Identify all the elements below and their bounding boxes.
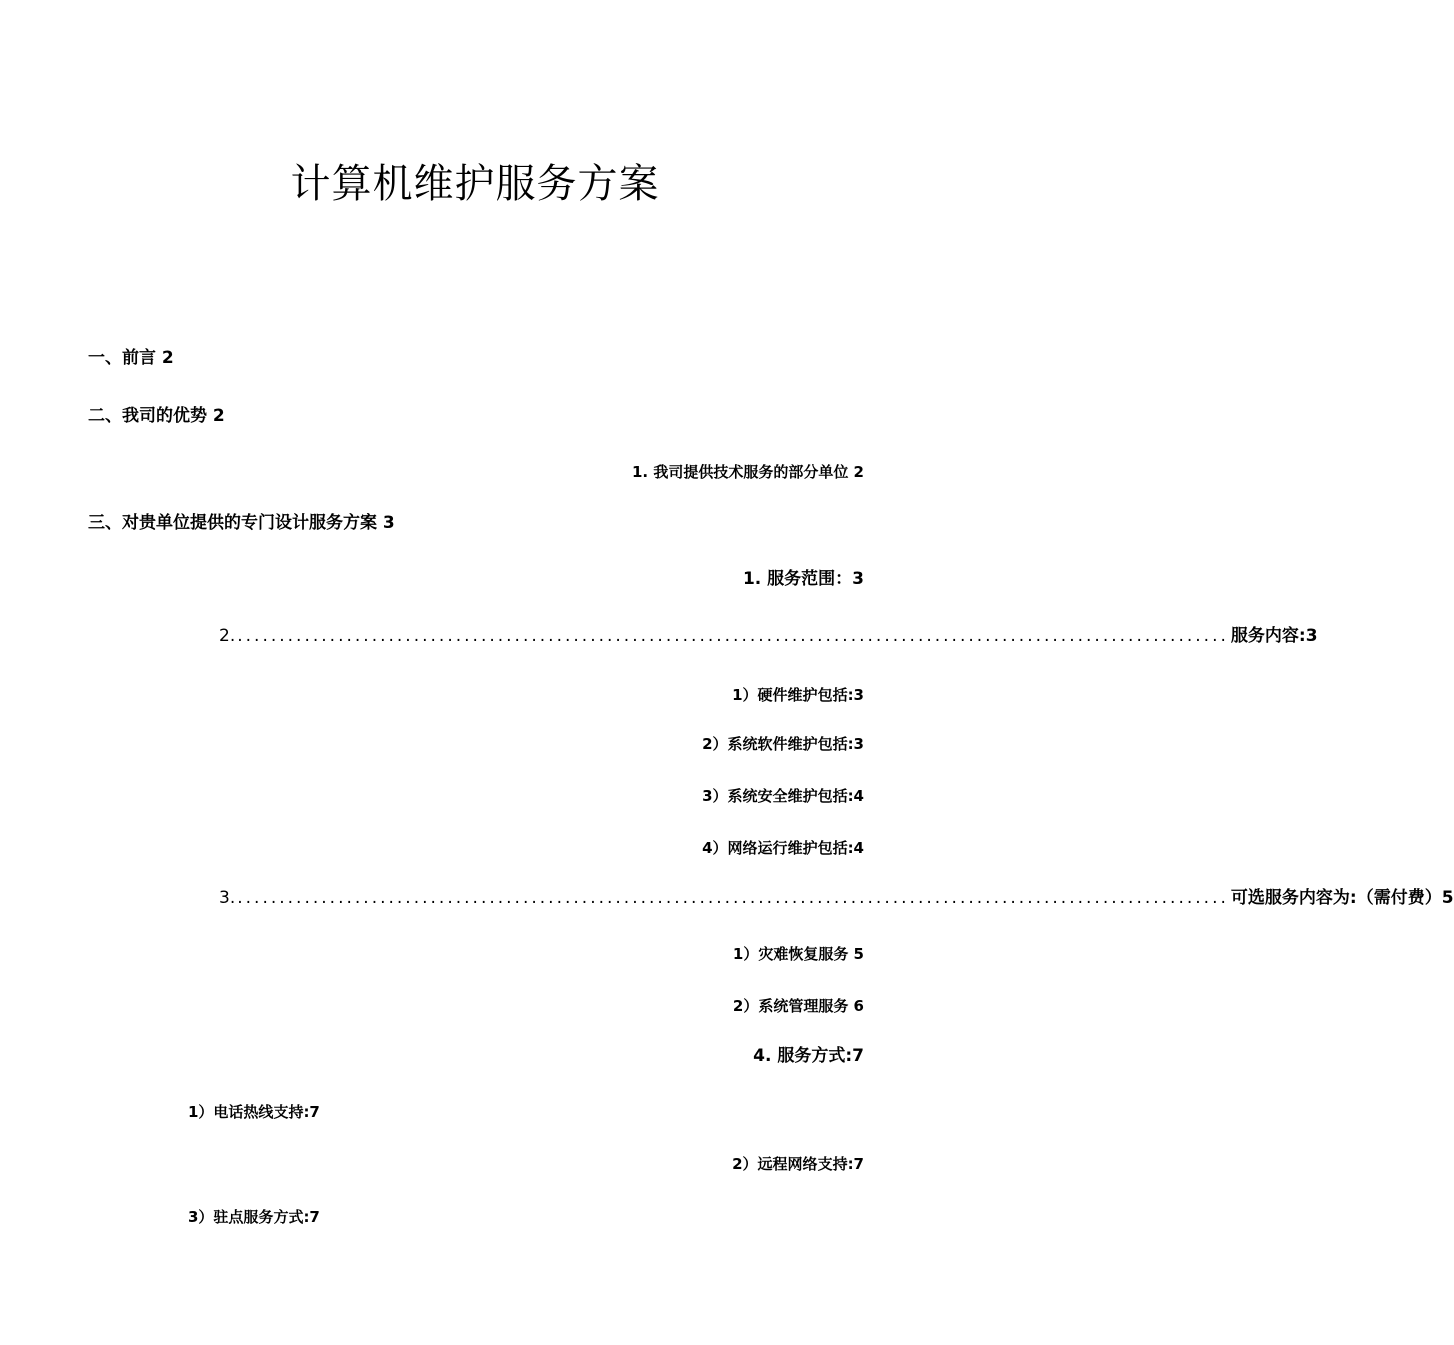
toc-entry-hardware[interactable]: 1）硬件维护包括:3 [732, 686, 864, 704]
toc-entry-preface[interactable]: 一、前言 2 [88, 348, 174, 368]
toc-entry-security[interactable]: 3）系统安全维护包括:4 [702, 787, 864, 805]
toc-entry-label: 服务内容:3 [1230, 626, 1318, 646]
toc-entry-advantages[interactable]: 二、我司的优势 2 [88, 406, 225, 426]
toc-entry-optional-services[interactable] [219, 886, 1454, 910]
toc-entry-label: 可选服务内容为:（需付费）5 [1230, 888, 1454, 908]
toc-entry-number: 3. [219, 888, 236, 908]
toc-entry-onsite-service[interactable]: 3）驻点服务方式:7 [188, 1208, 320, 1226]
toc-entry-system-management[interactable]: 2）系统管理服务 6 [732, 997, 864, 1015]
toc-entry-number: 2. [219, 626, 236, 646]
toc-entry-service-method[interactable]: 4. 服务方式:7 [753, 1046, 864, 1066]
toc-entry-service-content[interactable] [219, 624, 1318, 648]
document-title: 计算机维护服务方案 [290, 161, 660, 207]
toc-entry-service-scope[interactable]: 1. 服务范围：3 [742, 569, 864, 589]
dot-leader: ...................................................................................................................... [237, 626, 1229, 646]
toc-entry-remote-support[interactable]: 2）远程网络支持:7 [732, 1155, 864, 1173]
toc-entry-service-plan[interactable]: 三、对贵单位提供的专门设计服务方案 3 [88, 513, 395, 533]
toc-entry-software[interactable]: 2）系统软件维护包括:3 [702, 735, 864, 753]
toc-entry-network[interactable]: 4）网络运行维护包括:4 [702, 839, 864, 857]
toc-entry-client-units[interactable]: 1. 我司提供技术服务的部分单位 2 [631, 463, 864, 481]
toc-entry-disaster-recovery[interactable]: 1）灾难恢复服务 5 [732, 945, 864, 963]
toc-entry-hotline[interactable]: 1）电话热线支持:7 [188, 1103, 320, 1121]
dot-leader: ...................................................................................................................... [237, 888, 1229, 908]
